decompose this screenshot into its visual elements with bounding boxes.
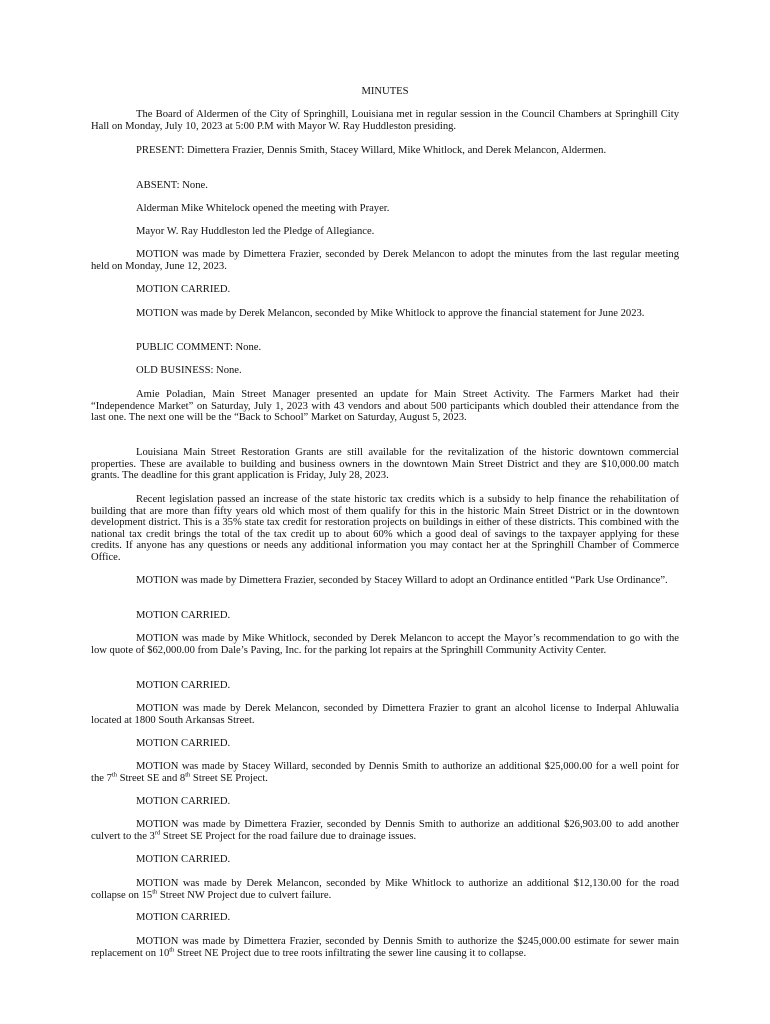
motion-well-point-text-c: Street SE Project.: [190, 772, 268, 784]
motion-parking-lot-paragraph: MOTION was made by Mike Whitlock, seconded by Derek Melancon to accept the Mayor’s recommendation to go with the low quote of $62,000.00 from Dale’s Paving, Inc. for the parking lot repairs at the Springhill Community Activity Center.: [91, 633, 679, 656]
motion-culvert-text-b: Street SE Project for the road failure due to drainage issues.: [160, 830, 417, 842]
motion-culvert-paragraph: [91, 819, 679, 842]
motion-road-collapse-text-b: Street NW Project due to culvert failure.: [157, 889, 332, 901]
motion-road-collapse-text-a: MOTION was made by Derek Melancon, seconded by Mike Whitlock to authorize an additional $12,130.00 for the road collapse on 15: [91, 878, 679, 901]
ordinal-suffix: th: [111, 771, 117, 779]
motion-culvert-text-a: MOTION was made by Dimettera Frazier, seconded by Dennis Smith to authorize an additional $26,903.00 to add another culvert to the 3: [91, 819, 679, 842]
motion-well-point-text-b: Street SE and 8: [116, 772, 186, 784]
motion-well-point-paragraph: [91, 761, 679, 784]
motion-carried-5: MOTION CARRIED.: [136, 796, 231, 807]
ordinal-suffix: th: [185, 771, 191, 779]
motion-minutes-paragraph: MOTION was made by Dimettera Frazier, seconded by Derek Melancon to adopt the minutes from the last regular meeting held on Monday, June 12, 2023.: [91, 249, 679, 272]
motion-well-point-text-a: MOTION was made by Stacey Willard, seconded by Dennis Smith to authorize an additional $25,000.00 for a well point for the 7: [91, 761, 679, 784]
public-comment-paragraph: PUBLIC COMMENT: None.: [136, 342, 262, 353]
motion-carried-2: MOTION CARRIED.: [136, 610, 231, 621]
motion-financial-paragraph: MOTION was made by Derek Melancon, seconded by Mike Whitlock to approve the financial statement for June 2023.: [136, 308, 645, 319]
motion-sewer-main-text-a: MOTION was made by Dimettera Frazier, seconded by Dennis Smith to authorize the $245,000.00 estimate for sewer main replacement on 10: [91, 936, 679, 959]
main-street-update-paragraph: Amie Poladian, Main Street Manager presented an update for Main Street Activity. The Farmers Market had their “Independence Market” on Saturday, July 1, 2023 with 43 vendors and about 500 participants which doubled their attendance from the last one. The next one will be the “Back to School” Market on Saturday, August 5, 2023.: [91, 389, 679, 424]
motion-alcohol-license-paragraph: MOTION was made by Derek Melancon, seconded by Dimettera Frazier to grant an alcohol license to Inderpal Ahluwalia located at 1800 South Arkansas Street.: [91, 703, 679, 726]
motion-sewer-main-paragraph: [91, 936, 679, 959]
ordinal-suffix: th: [152, 888, 158, 896]
opening-paragraph: The Board of Aldermen of the City of Springhill, Louisiana met in regular session in the Council Chambers at Springhill City Hall on Monday, July 10, 2023 at 5:00 P.M with Mayor W. Ray Huddleston presiding.: [91, 109, 679, 132]
restoration-grants-paragraph: Louisiana Main Street Restoration Grants are still available for the revitalization of the historic downtown commercial properties. These are available to building and business owners in the downtown Main Street District and they are $10,000.00 match grants. The deadline for this grant application is Friday, July 28, 2023.: [91, 447, 679, 482]
pledge-paragraph: Mayor W. Ray Huddleston led the Pledge of Allegiance.: [136, 226, 375, 237]
absent-paragraph: ABSENT: None.: [136, 180, 208, 191]
prayer-paragraph: Alderman Mike Whitelock opened the meeting with Prayer.: [136, 203, 390, 214]
motion-sewer-main-text-b: Street NE Project due to tree roots infiltrating the sewer line causing it to collapse.: [174, 947, 527, 959]
motion-carried-7: MOTION CARRIED.: [136, 912, 231, 923]
old-business-paragraph: OLD BUSINESS: None.: [136, 365, 242, 376]
document-title: MINUTES: [361, 86, 409, 97]
ordinal-suffix: rd: [154, 829, 161, 837]
motion-road-collapse-paragraph: [91, 878, 679, 901]
tax-credit-paragraph: Recent legislation passed an increase of the state historic tax credits which is a subsidy to help finance the rehabilitation of building that are more than fifty years old which most of them qualify for this in the historic Main Street District or in the downtown development district. This is a 35% state tax credit for restoration projects on buildings in either of these districts. This combined with the national tax credit brings the total of the tax credit up to about 60% which a good deal of savings to the taxpayer applying for these credits. If anyone has any questions or needs any additional information you may contact her at the Springhill Chamber of Commerce Office.: [91, 494, 679, 563]
motion-carried-4: MOTION CARRIED.: [136, 738, 231, 749]
present-paragraph: PRESENT: Dimettera Frazier, Dennis Smith, Stacey Willard, Mike Whitlock, and Derek Melancon, Aldermen.: [136, 145, 607, 156]
motion-carried-6: MOTION CARRIED.: [136, 854, 231, 865]
motion-ordinance-paragraph: MOTION was made by Dimettera Frazier, seconded by Stacey Willard to adopt an Ordinance entitled “Park Use Ordinance”.: [136, 575, 668, 586]
ordinal-suffix: th: [169, 946, 175, 954]
motion-carried-1: MOTION CARRIED.: [136, 284, 231, 295]
motion-carried-3: MOTION CARRIED.: [136, 680, 231, 691]
